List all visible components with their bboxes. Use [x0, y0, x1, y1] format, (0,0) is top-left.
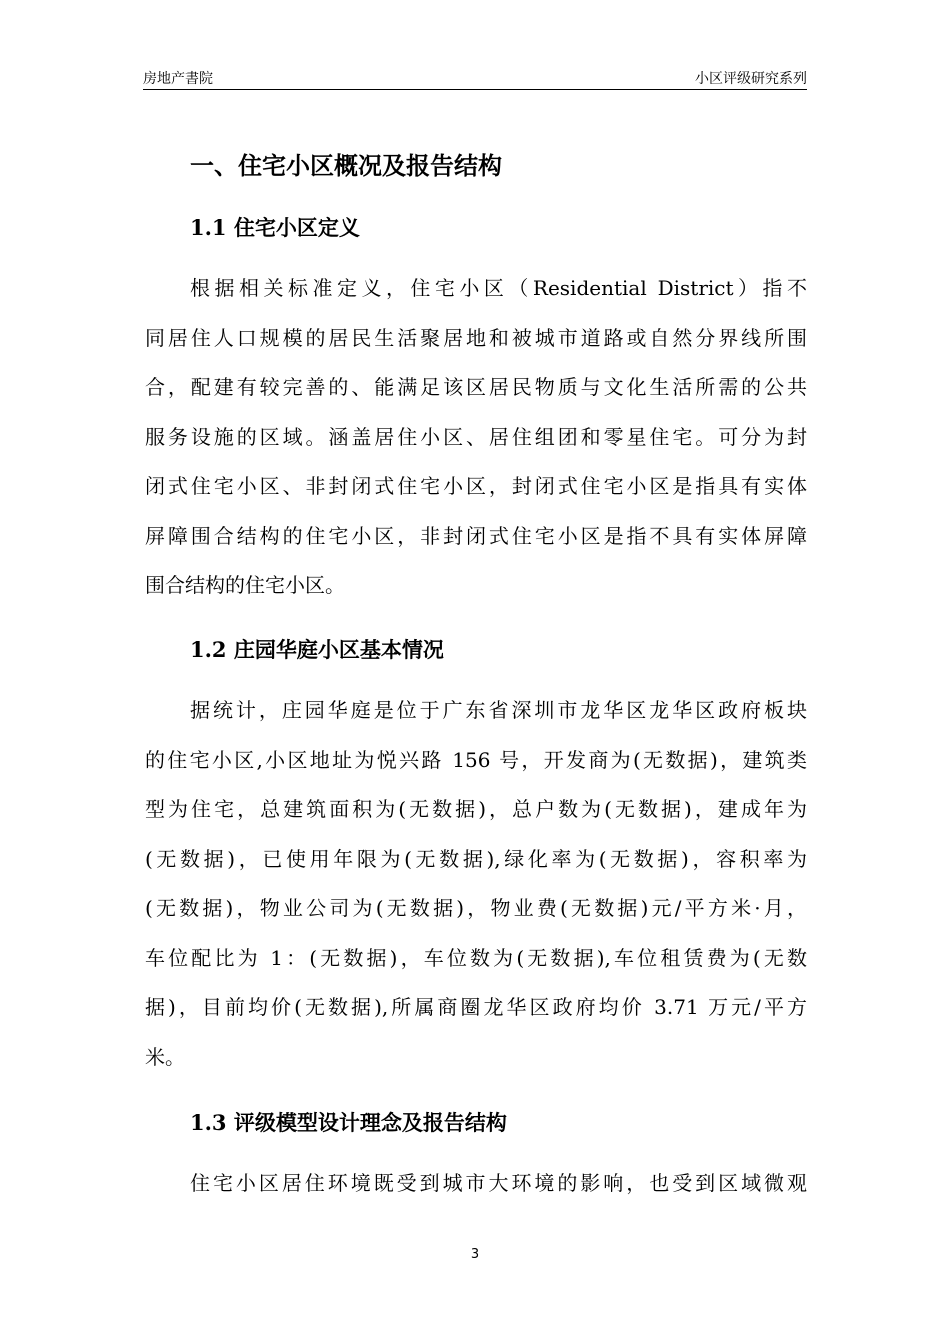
paragraph-line: (无数据)，物业公司为(无数据)，物业费(无数据)元/平方米·月，: [145, 896, 807, 920]
paragraph-line: 闭式住宅小区、非封闭式住宅小区，封闭式住宅小区是指具有实体: [145, 474, 807, 498]
paragraph-line: 服务设施的区域。涵盖居住小区、居住组团和零星住宅。可分为封: [145, 424, 807, 449]
paragraph-line: 米。: [145, 1044, 185, 1069]
paragraph-line: 型为住宅，总建筑面积为(无数据)，总户数为(无数据)，建成年为: [145, 797, 807, 821]
subsection-title-1-1: 1.1 住宅小区定义: [190, 215, 360, 240]
paragraph-line: 围合结构的住宅小区。: [145, 573, 345, 597]
paragraph-line: 的住宅小区,小区地址为悦兴路 156 号，开发商为(无数据)，建筑类: [145, 747, 807, 772]
paragraph-1-1: [145, 264, 807, 611]
paragraph-line: (无数据)，已使用年限为(无数据),绿化率为(无数据)，容积率为: [145, 846, 807, 871]
paragraph-line: 根据相关标准定义，住宅小区（Residential District）指不: [190, 276, 807, 300]
header-rule: [143, 89, 807, 90]
paragraph-line: 合，配建有较完善的、能满足该区居民物质与文化生活所需的公共: [145, 375, 807, 399]
paragraph-line: 车位配比为 1：(无数据)，车位数为(无数据),车位租赁费为(无数: [145, 945, 807, 970]
subsection-title-1-2: 1.2 庄园华庭小区基本情况: [190, 637, 444, 662]
paragraph-line: 屏障围合结构的住宅小区，非封闭式住宅小区是指不具有实体屏障: [145, 523, 807, 548]
paragraph-line: 据统计，庄园华庭是位于广东省深圳市龙华区龙华区政府板块: [190, 698, 807, 722]
paragraph-line: 同居住人口规模的居民生活聚居地和被城市道路或自然分界线所围: [145, 325, 807, 350]
page-number: 3: [470, 1247, 480, 1262]
subsection-title-1-3: 1.3 评级模型设计理念及报告结构: [190, 1110, 507, 1135]
paragraph-1-2: [145, 686, 807, 1082]
section-title: 一、住宅小区概况及报告结构: [190, 151, 502, 180]
paragraph-line: 住宅小区居住环境既受到城市大环境的影响，也受到区域微观: [190, 1171, 807, 1195]
header-series: 小区评级研究系列: [695, 71, 807, 87]
page-header: [143, 66, 807, 90]
header-publisher: 房地产書院: [143, 71, 213, 87]
paragraph-1-3: [145, 1159, 807, 1209]
paragraph-line: 据)，目前均价(无数据),所属商圈龙华区政府均价 3.71 万元/平方: [145, 995, 807, 1019]
